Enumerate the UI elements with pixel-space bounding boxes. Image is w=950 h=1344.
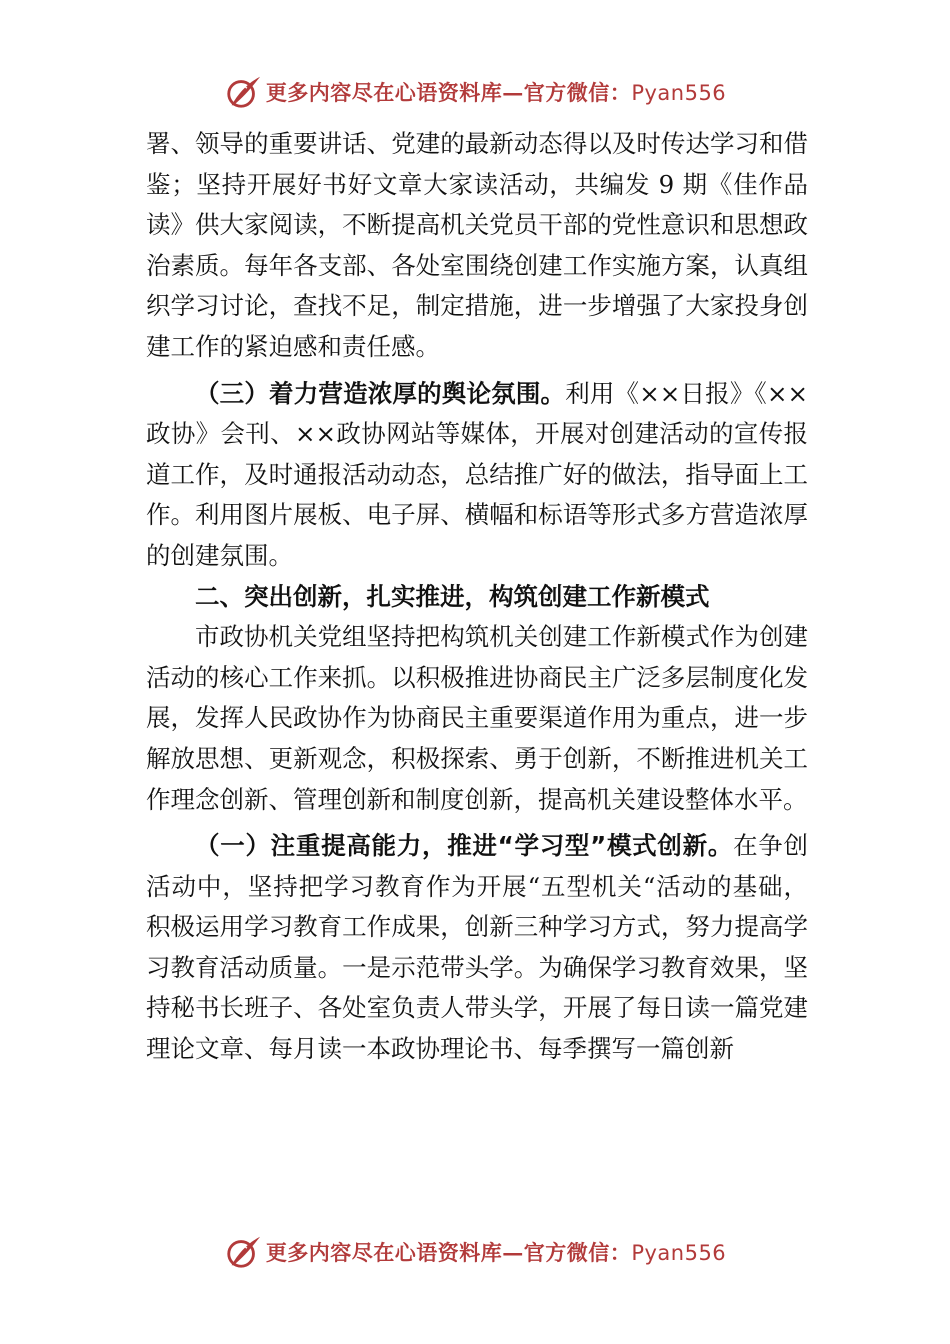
quill-logo-icon	[224, 1233, 262, 1271]
paragraph-learning	[146, 826, 808, 1070]
header-watermark	[0, 70, 950, 114]
subheading-one: （一）注重提高能力，推进“学习型”模式创新。	[195, 831, 734, 861]
paragraph-text: 在争创活动中，坚持把学习教育作为开展“五型机关“活动的基础，积极运用学习教育工作成果，创新三种学习方式，努力提高学习教育活动质量。一是示范带头学。为确保学习教育效果，坚持秘书长班子、各处室负责人带头学，开展了每日读一篇党建理论文章、每月读一本政协理论书、每季撰写一篇创新	[146, 831, 809, 1064]
footer-watermark	[0, 1230, 950, 1274]
quill-logo-icon	[224, 73, 262, 111]
watermark-text: 更多内容尽在心语资料库—官方微信：Pyan556	[265, 80, 727, 105]
watermark-text: 更多内容尽在心语资料库—官方微信：Pyan556	[265, 1240, 727, 1265]
section-heading-two: 二、突出创新，扎实推进，构筑创建工作新模式	[195, 581, 710, 611]
paragraph-public-opinion	[146, 374, 808, 577]
paragraph-continued: 署、领导的重要讲话、党建的最新动态得以及时传达学习和借鉴；坚持开展好书好文章大家读活动，共编发 9 期《佳作品读》供大家阅读，不断提高机关党员干部的党性意识和思想政治素质。每年各支部、各处室围绕创建工作实施方案，认真组织学习讨论，查找不足，制定措施，进一步增强了大家投身创建工作的紧迫感和责任感。	[146, 129, 808, 361]
paragraph-innovation: 市政协机关党组坚持把构筑机关创建工作新模式作为创建活动的核心工作来抓。以积极推进协商民主广泛多层制度化发展，发挥人民政协作为协商民主重要渠道作用为重点，进一步解放思想、更新观念，积极探索、勇于创新，不断推进机关工作理念创新、管理创新和制度创新，提高机关建设整体水平。	[146, 622, 808, 814]
paragraph-text: 利用《××日报》《××政协》会刊、××政协网站等媒体，开展对创建活动的宣传报道工作，及时通报活动动态，总结推广好的做法，指导面上工作。利用图片展板、电子屏、横幅和标语等形式多方营造浓厚的创建氛围。	[146, 378, 809, 570]
subheading-three: （三）着力营造浓厚的舆论氛围。	[195, 378, 566, 408]
document-body	[146, 124, 808, 1070]
